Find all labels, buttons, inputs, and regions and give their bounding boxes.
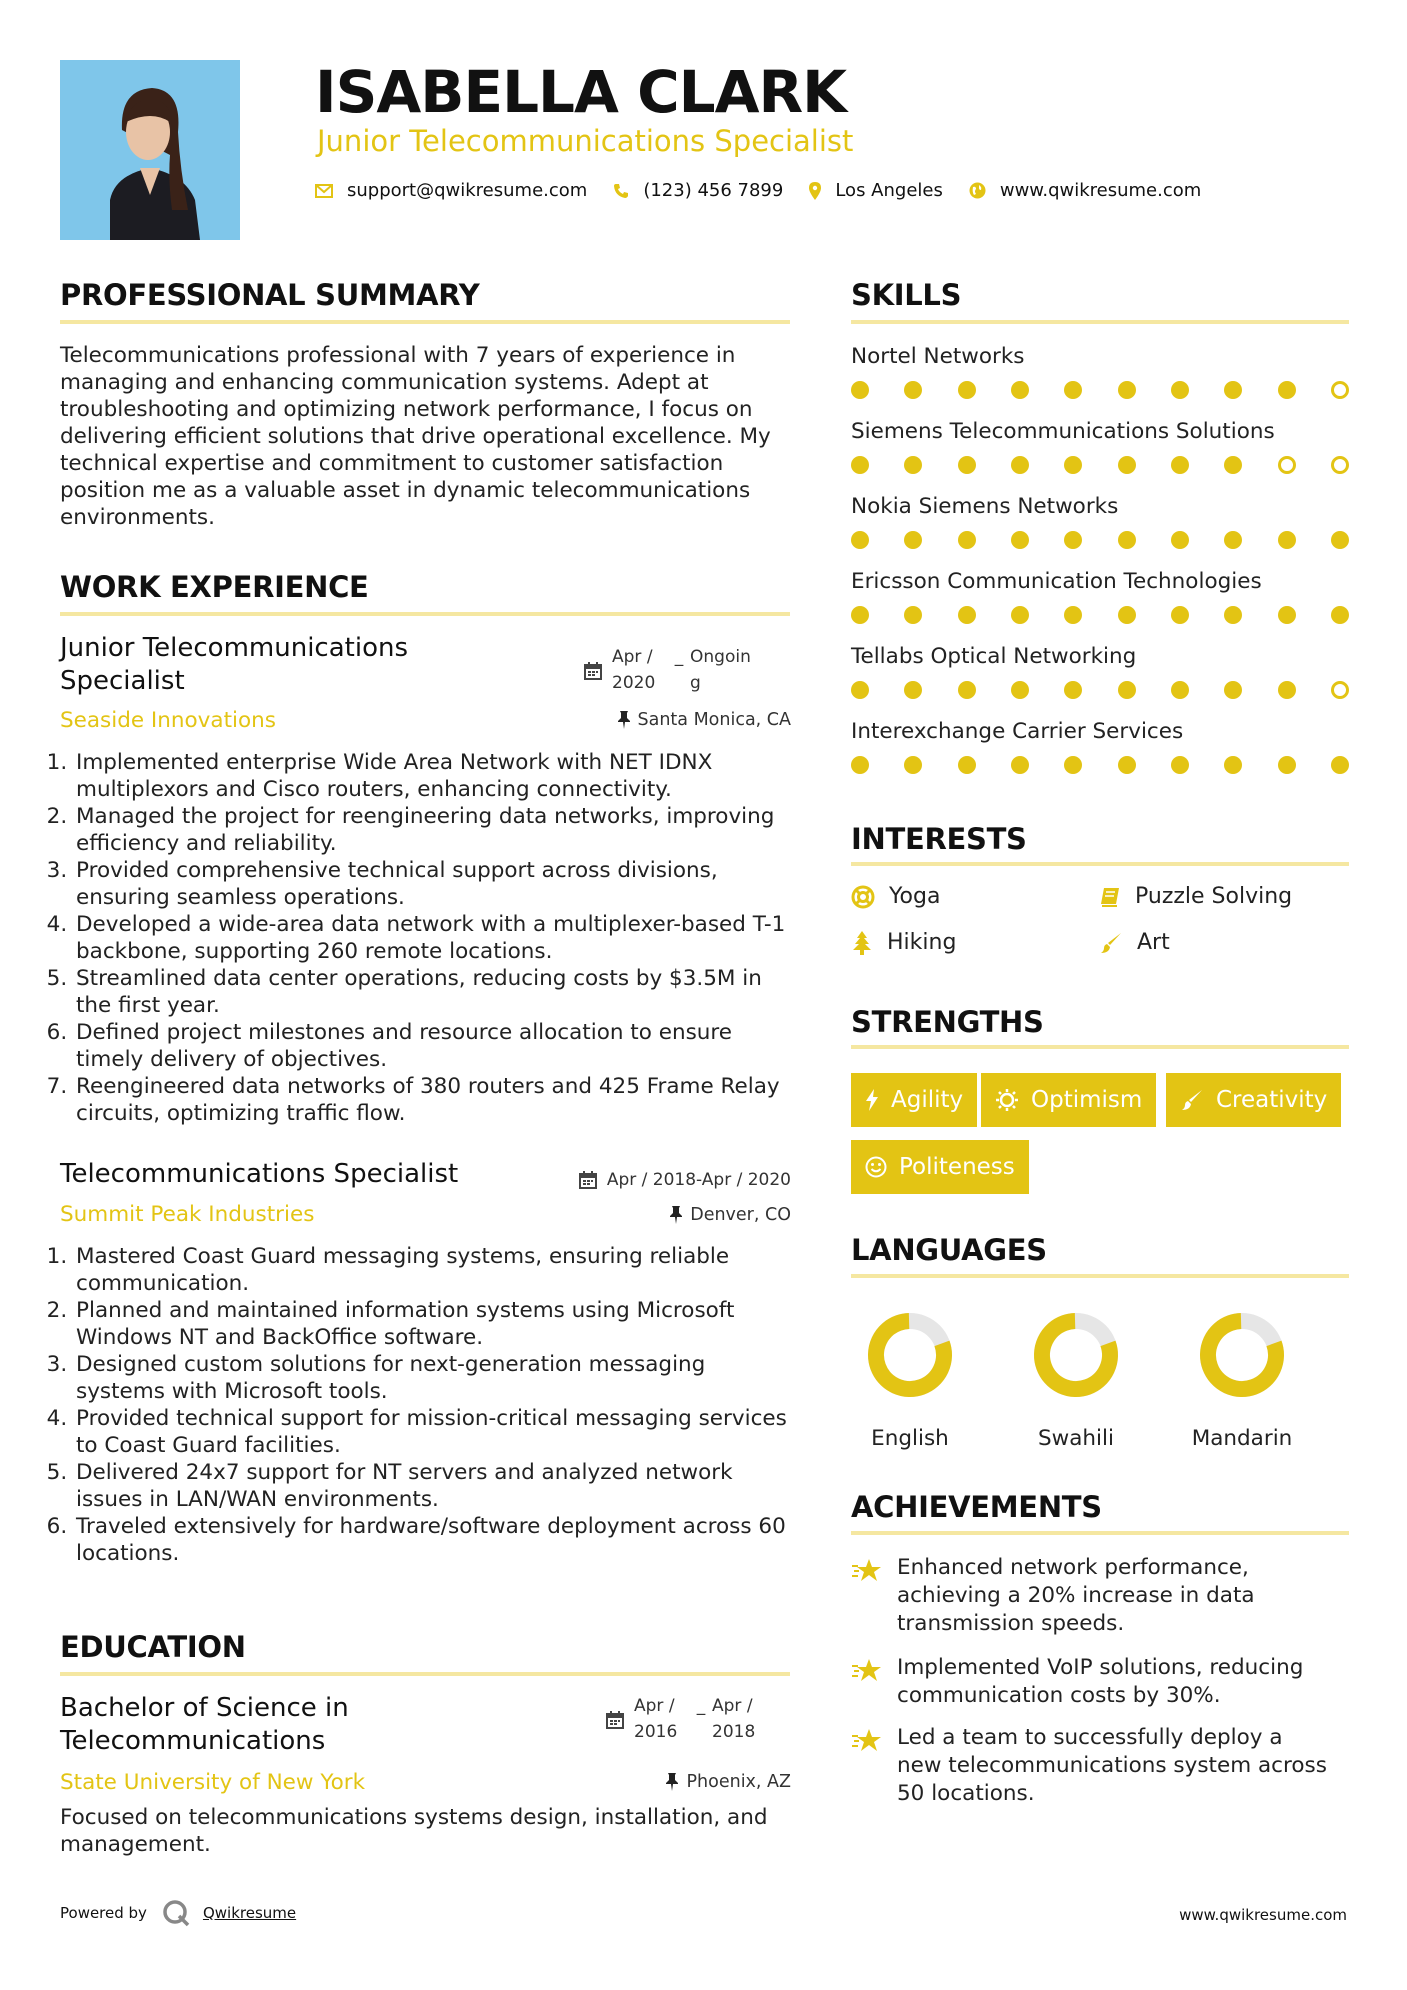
rating-dot-filled <box>1064 381 1082 399</box>
skill-rating <box>851 531 1349 549</box>
skill-name: Nokia Siemens Networks <box>851 494 1119 519</box>
skill-name: Interexchange Carrier Services <box>851 719 1184 744</box>
skill-rating <box>851 381 1349 399</box>
calendar-icon <box>584 662 602 680</box>
rating-dot-filled <box>851 456 869 474</box>
achievement-item <box>851 1554 1331 1638</box>
language-label: Mandarin <box>1191 1426 1293 1451</box>
rating-dot-filled <box>1224 381 1242 399</box>
calendar-icon <box>606 1711 624 1729</box>
summary-rule <box>60 320 790 324</box>
job-end-1: Ongoing <box>690 647 751 693</box>
rating-dot-filled <box>958 606 976 624</box>
pushpin-icon <box>666 1773 678 1791</box>
language-mandarin <box>1162 1310 1322 1451</box>
rating-dot-filled <box>904 756 922 774</box>
list-item: 3. Provided comprehensive technical support across divisions, ensuring seamless operations. <box>74 857 794 911</box>
rating-dot-filled <box>1064 531 1082 549</box>
languages-heading: LANGUAGES <box>851 1233 1047 1267</box>
rating-dot-filled <box>1118 681 1136 699</box>
footer-powered-by <box>60 1898 296 1928</box>
profile-photo <box>60 60 240 240</box>
education-start: Apr / 2016 <box>634 1696 678 1742</box>
globe-icon <box>969 182 986 199</box>
rating-dot-filled <box>958 531 976 549</box>
rating-dot-filled <box>851 606 869 624</box>
language-label: English <box>871 1426 949 1451</box>
strength-creativity <box>1166 1073 1341 1127</box>
rating-dot-filled <box>1224 456 1242 474</box>
strength-label: Creativity <box>1216 1087 1328 1113</box>
rating-dot-filled <box>851 381 869 399</box>
job-bullets-2 <box>52 1243 794 1567</box>
skill-name: Ericsson Communication Technologies <box>851 569 1262 594</box>
rating-dot-filled <box>1224 756 1242 774</box>
paintbrush-icon <box>1099 931 1123 955</box>
job-location-text-2: Denver, CO <box>690 1205 791 1225</box>
rating-dot-filled <box>1064 756 1082 774</box>
rating-dot-filled <box>1118 606 1136 624</box>
job-location-text-1: Santa Monica, CA <box>637 710 791 730</box>
skill-name: Nortel Networks <box>851 344 1025 369</box>
rating-dot-filled <box>1011 456 1029 474</box>
strength-label: Politeness <box>899 1154 1015 1180</box>
skill-rating <box>851 681 1349 699</box>
rating-dot-filled <box>958 381 976 399</box>
interests-heading: INTERESTS <box>851 822 1027 856</box>
footer-url[interactable]: www.qwikresume.com <box>1179 1906 1347 1924</box>
achievements-heading: ACHIEVEMENTS <box>851 1490 1102 1524</box>
list-item: 6. Defined project milestones and resource allocation to ensure timely delivery of objectives. <box>74 1019 794 1073</box>
rating-dot-filled <box>904 531 922 549</box>
rating-dot-empty <box>1331 381 1349 399</box>
language-donut <box>1197 1310 1287 1400</box>
strength-label: Agility <box>891 1087 964 1113</box>
job-dates-2 <box>579 1170 791 1190</box>
education-heading: EDUCATION <box>60 1630 246 1664</box>
rating-dot-filled <box>1224 531 1242 549</box>
interest-art <box>1099 930 1170 955</box>
rating-dot-filled <box>1118 381 1136 399</box>
rating-dot-filled <box>1011 381 1029 399</box>
person-photo-icon <box>60 60 240 240</box>
interest-label: Hiking <box>887 930 957 955</box>
skill-rating <box>851 606 1349 624</box>
rating-dot-filled <box>1011 681 1029 699</box>
tree-icon <box>851 931 873 955</box>
rating-dot-empty <box>1331 456 1349 474</box>
job-start-1: Apr / 2020 <box>612 647 656 693</box>
rating-dot-filled <box>1331 531 1349 549</box>
job-title-2: Telecommunications Specialist <box>60 1159 459 1189</box>
rating-dot-filled <box>851 531 869 549</box>
company-1: Seaside Innovations <box>60 708 276 733</box>
lifebuoy-icon <box>851 885 875 909</box>
paintbrush-icon <box>1180 1088 1204 1112</box>
experience-heading: WORK EXPERIENCE <box>60 570 369 604</box>
rating-dot-filled <box>958 681 976 699</box>
powered-by-text: Powered by <box>60 1904 147 1922</box>
experience-rule <box>60 612 790 616</box>
list-item: 3. Designed custom solutions for next-generation messaging systems with Microsoft tools. <box>74 1351 794 1405</box>
rating-dot-filled <box>1118 531 1136 549</box>
map-pin-icon <box>809 182 821 200</box>
language-swahili <box>996 1310 1156 1451</box>
rating-dot-filled <box>1171 531 1189 549</box>
education-rule <box>60 1672 790 1676</box>
school-name: State University of New York <box>60 1770 366 1795</box>
language-english <box>830 1310 990 1451</box>
list-item: 2. Planned and maintained information systems using Microsoft Windows NT and BackOffice software. <box>74 1297 794 1351</box>
rating-dot-filled <box>1011 756 1029 774</box>
rating-dot-filled <box>1171 681 1189 699</box>
degree-title: Bachelor of Science in Telecommunications <box>60 1693 349 1756</box>
rating-dot-filled <box>851 681 869 699</box>
language-donut <box>865 1310 955 1400</box>
list-item: 5. Delivered 24x7 support for NT servers and analyzed network issues in LAN/WAN environments. <box>74 1459 794 1513</box>
rating-dot-filled <box>1011 606 1029 624</box>
achievement-text: Led a team to successfully deploy a new telecommunications system across 50 locations. <box>897 1725 1327 1806</box>
list-item: 4. Provided technical support for mission-critical messaging services to Coast Guard facilities. <box>74 1405 794 1459</box>
list-item: 1. Implemented enterprise Wide Area Network with NET IDNX multiplexors and Cisco routers, enhancing connectivity. <box>74 749 794 803</box>
rating-dot-filled <box>958 456 976 474</box>
language-donut <box>1031 1310 1121 1400</box>
interest-yoga <box>851 884 940 909</box>
interest-hiking <box>851 930 956 955</box>
rating-dot-empty <box>1331 681 1349 699</box>
education-dates: Apr / 2016 _ Apr / 2018 <box>606 1693 768 1745</box>
candidate-title: Junior Telecommunications Specialist <box>317 124 854 158</box>
rating-dot-filled <box>1064 606 1082 624</box>
list-item: 6. Traveled extensively for hardware/software deployment across 60 locations. <box>74 1513 794 1567</box>
star-icon <box>851 1557 883 1583</box>
star-icon <box>851 1727 883 1753</box>
smiley-icon <box>865 1156 887 1178</box>
pushpin-icon <box>670 1206 682 1224</box>
skill-name: Siemens Telecommunications Solutions <box>851 419 1275 444</box>
list-item: 1. Mastered Coast Guard messaging systems, ensuring reliable communication. <box>74 1243 794 1297</box>
rating-dot-filled <box>1224 606 1242 624</box>
contact-bar <box>315 180 1227 201</box>
contact-location <box>809 180 943 201</box>
contact-email[interactable] <box>315 180 587 201</box>
achievement-item <box>851 1654 1331 1710</box>
pushpin-icon <box>618 711 630 729</box>
location-text: Los Angeles <box>835 180 943 201</box>
rating-dot-filled <box>904 456 922 474</box>
skills-rule <box>851 320 1349 324</box>
rating-dot-filled <box>958 756 976 774</box>
education-location <box>666 1772 791 1792</box>
rating-dot-filled <box>851 756 869 774</box>
education-description: Focused on telecommunications systems design, installation, and management. <box>60 1805 768 1857</box>
rating-dot-filled <box>1064 681 1082 699</box>
skills-heading: SKILLS <box>851 278 962 312</box>
qwikresume-link[interactable]: Qwikresume <box>202 1904 297 1922</box>
language-label: Swahili <box>1038 1426 1114 1451</box>
skill-name: Tellabs Optical Networking <box>851 644 1137 669</box>
job-location-1 <box>618 710 792 730</box>
strengths-heading: STRENGTHS <box>851 1005 1044 1039</box>
list-item: 5. Streamlined data center operations, reducing costs by $3.5M in the first year. <box>74 965 794 1019</box>
qwikresume-logo-icon <box>161 1898 191 1928</box>
job-dates-text-2: Apr / 2018-Apr / 2020 <box>606 1170 791 1190</box>
contact-phone[interactable] <box>613 180 783 201</box>
phone-icon <box>613 183 629 199</box>
job-title-1: Junior Telecommunications Specialist <box>60 633 409 696</box>
achievement-text: Enhanced network performance, achieving a 20% increase in data transmission speeds. <box>897 1555 1255 1636</box>
rating-dot-filled <box>1278 606 1296 624</box>
rating-dot-filled <box>1118 456 1136 474</box>
achievement-item <box>851 1724 1331 1808</box>
education-end: Apr / 2018 <box>712 1696 756 1742</box>
sun-icon <box>995 1088 1019 1112</box>
strength-optimism <box>981 1073 1156 1127</box>
phone-text: (123) 456 7899 <box>643 180 784 201</box>
job-location-2 <box>670 1205 791 1225</box>
interest-label: Art <box>1137 930 1170 955</box>
envelope-icon <box>315 184 333 198</box>
star-icon <box>851 1657 883 1683</box>
interest-label: Puzzle Solving <box>1135 884 1293 909</box>
list-item: 7. Reengineered data networks of 380 routers and 425 Frame Relay circuits, optimizing traffic flow. <box>74 1073 794 1127</box>
rating-dot-filled <box>1171 381 1189 399</box>
skill-rating <box>851 456 1349 474</box>
calendar-icon <box>579 1171 597 1189</box>
rating-dot-filled <box>1064 456 1082 474</box>
lightning-icon <box>865 1089 879 1111</box>
strengths-rule <box>851 1045 1349 1049</box>
rating-dot-filled <box>1171 456 1189 474</box>
strength-label: Optimism <box>1031 1087 1143 1113</box>
rating-dot-filled <box>904 606 922 624</box>
rating-dot-filled <box>1278 381 1296 399</box>
contact-website[interactable] <box>969 180 1201 201</box>
rating-dot-filled <box>1331 606 1349 624</box>
rating-dot-filled <box>1331 756 1349 774</box>
rating-dot-filled <box>1011 531 1029 549</box>
rating-dot-filled <box>1224 681 1242 699</box>
strength-agility <box>851 1073 977 1127</box>
summary-heading: PROFESSIONAL SUMMARY <box>60 278 480 312</box>
rating-dot-filled <box>904 381 922 399</box>
list-item: 2. Managed the project for reengineering data networks, improving efficiency and reliability. <box>74 803 794 857</box>
skill-rating <box>851 756 1349 774</box>
rating-dot-filled <box>1171 606 1189 624</box>
rating-dot-filled <box>904 681 922 699</box>
website-text: www.qwikresume.com <box>999 180 1202 201</box>
interests-rule <box>851 862 1349 866</box>
candidate-name: ISABELLA CLARK <box>315 58 847 126</box>
languages-rule <box>851 1274 1349 1278</box>
rating-dot-filled <box>1278 531 1296 549</box>
achievements-rule <box>851 1531 1349 1535</box>
rating-dot-filled <box>1118 756 1136 774</box>
email-text: support@qwikresume.com <box>347 180 588 201</box>
rating-dot-filled <box>1278 681 1296 699</box>
company-2: Summit Peak Industries <box>60 1202 315 1227</box>
summary-text: Telecommunications professional with 7 years of experience in managing and enhancing communication systems. Adept at troubleshooting and optimizing network performance, I focus on delivering efficient solutions that drive operational excellence. My technical expertise and commitment to customer satisfaction position me as a valuable asset in dynamic telecommunications environments. <box>60 343 771 530</box>
interest-label: Yoga <box>889 884 941 909</box>
interest-puzzle-solving <box>1099 884 1292 909</box>
achievement-text: Implemented VoIP solutions, reducing communication costs by 30%. <box>897 1655 1304 1708</box>
education-location-text: Phoenix, AZ <box>686 1772 791 1792</box>
strength-politeness <box>851 1140 1029 1194</box>
list-item: 4. Developed a wide-area data network with a multiplexer-based T-1 backbone, supporting 260 remote locations. <box>74 911 794 965</box>
job-bullets-1 <box>52 749 794 1127</box>
rating-dot-filled <box>1171 756 1189 774</box>
job-dates-1: Apr / 2020 _ Ongoing <box>584 644 760 696</box>
book-icon <box>1099 886 1121 908</box>
rating-dot-filled <box>1278 756 1296 774</box>
rating-dot-empty <box>1278 456 1296 474</box>
